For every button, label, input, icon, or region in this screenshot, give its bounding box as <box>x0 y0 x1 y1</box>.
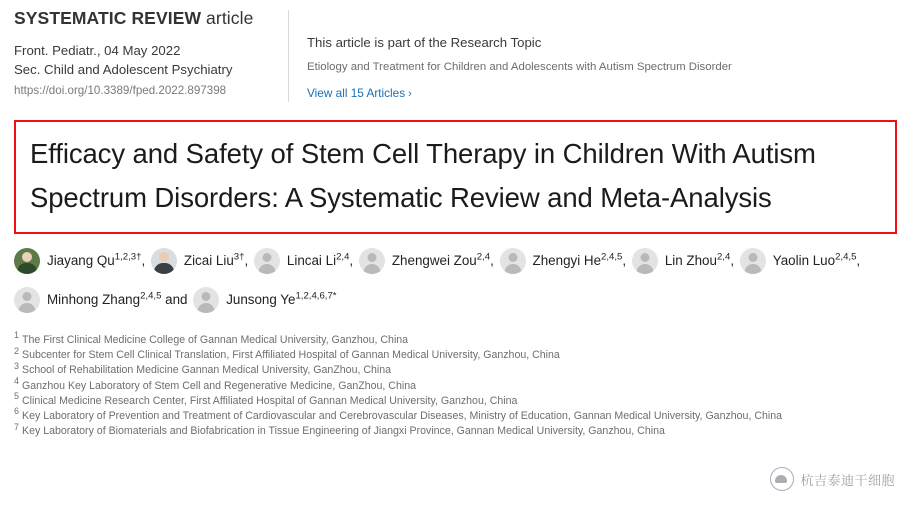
avatar <box>500 248 526 274</box>
affiliation-item <box>14 345 897 363</box>
author-entry[interactable] <box>632 246 734 276</box>
affiliation-item <box>14 376 897 394</box>
author-entry[interactable] <box>151 246 248 276</box>
author-name[interactable]: Zhengwei Zou$^{2,4}$, <box>391 251 494 268</box>
article-type <box>14 8 282 29</box>
research-topic-label: This article is part of the Research Topic <box>307 35 542 50</box>
author-affiliation-marker: 2,4 <box>716 251 731 263</box>
affiliation-text: Key Laboratory of Prevention and Treatment of Cardiovascular and Cerebrovascular Diseases, Ministry of Education, Gannan Medical University, Ganzhou, China <box>22 410 783 423</box>
author-name[interactable]: Minhong Zhang$^{2,4,5}$ and <box>47 290 188 307</box>
affiliation-number: 4 <box>14 376 20 387</box>
avatar <box>151 248 177 274</box>
author-entry[interactable] <box>193 285 336 315</box>
research-topic-block <box>307 6 897 102</box>
view-all-articles-link[interactable] <box>307 86 412 100</box>
author-entry[interactable] <box>359 246 494 276</box>
journal-date-line: Front. Pediatr., 04 May 2022 <box>14 43 181 58</box>
author-name[interactable]: Junsong $Ye^{1,2,4,6,7*}$ <box>226 290 337 307</box>
watermark-text: 杭吉泰迪干细胞 <box>800 472 895 488</box>
affiliation-number: 6 <box>14 406 20 417</box>
author-affiliation-marker: 1,2,4,6,7* <box>295 290 337 302</box>
page-title: Efficacy and Safety of Stem Cell Therapy in Children With Autism Spectrum Disorders: A Systematic Review and Meta-Analysis <box>30 138 816 213</box>
avatar <box>740 248 766 274</box>
affiliation-text: School of Rehabilitation Medicine Gannan Medical University, GanZhou, China <box>22 364 392 377</box>
article-type-label: SYSTEMATIC REVIEW <box>14 8 202 28</box>
affiliation-list <box>14 330 897 439</box>
affiliation-number: 3 <box>14 360 20 371</box>
avatar <box>14 248 40 274</box>
author-affiliation-marker: 2,4,5 <box>140 290 162 302</box>
affiliation-item <box>14 421 897 439</box>
view-all-articles-label: View all 15 Articles <box>307 86 406 100</box>
header <box>14 6 897 106</box>
header-left-column <box>14 6 282 100</box>
author-name[interactable]: Zicai Liu$^{3\dagger}$, <box>183 251 249 268</box>
author-list <box>14 246 897 324</box>
research-topic-title[interactable]: Etiology and Treatment for Children and Adolescents with Autism Spectrum Disorder <box>307 61 732 73</box>
affiliation-number: 5 <box>14 391 20 402</box>
affiliation-number: 2 <box>14 345 20 356</box>
affiliation-item <box>14 406 897 424</box>
author-entry[interactable] <box>14 246 145 276</box>
author-affiliation-marker: 3† <box>233 251 245 263</box>
author-affiliation-marker: 2,4 <box>476 251 491 263</box>
author-name[interactable]: Zhengyi He$^{2,4,5}$, <box>532 251 627 268</box>
avatar <box>14 287 40 313</box>
journal-section-line: Sec. Child and Adolescent Psychiatry <box>14 62 233 77</box>
affiliation-text: Clinical Medicine Research Center, First Affiliated Hospital of Gannan Medical University, Ganzhou, China <box>22 394 518 407</box>
author-entry[interactable] <box>254 246 353 276</box>
author-affiliation-marker: 2,4,5 <box>835 251 857 263</box>
author-affiliation-marker: 2,4 <box>336 251 350 263</box>
author-entry[interactable] <box>500 246 627 276</box>
affiliation-number: 1 <box>14 330 20 341</box>
doi-link[interactable]: https://doi.org/10.3389/fped.2022.897398 <box>14 84 227 97</box>
affiliation-item <box>14 330 897 348</box>
affiliation-number: 7 <box>14 421 20 432</box>
author-name[interactable]: Lincai Li$^{2,4}$, <box>286 251 354 268</box>
affiliation-text: The First Clinical Medicine College of Gannan Medical University, Ganzhou, China <box>22 334 409 346</box>
avatar <box>632 248 658 274</box>
paper-title-highlight-box <box>14 120 897 234</box>
author-entry[interactable] <box>740 246 860 276</box>
author-affiliation-marker: 1,2,3† <box>114 251 142 263</box>
avatar <box>193 287 219 313</box>
author-name[interactable]: Yaolin Luo$^{2,4,5}$, <box>772 251 861 268</box>
avatar <box>359 248 385 274</box>
affiliation-text: Subcenter for Stem Cell Clinical Translation, First Affiliated Hospital of Gannan Medical University, Ganzhou, China <box>22 349 560 362</box>
affiliation-item <box>14 391 897 409</box>
watermark <box>770 467 895 491</box>
avatar <box>254 248 280 274</box>
author-affiliation-marker: 2,4,5 <box>601 251 623 263</box>
author-entry[interactable] <box>14 285 187 315</box>
author-name[interactable]: Jiayang $Qu^{1,2,3\dagger}$, <box>47 251 146 268</box>
header-divider <box>288 10 289 102</box>
article-type-suffix: article <box>201 8 254 28</box>
author-name[interactable]: Lin Zhou$^{2,4}$, <box>664 251 735 268</box>
chevron-right-icon: › <box>408 88 412 100</box>
affiliation-text: Ganzhou Key Laboratory of Stem Cell and Regenerative Medicine, GanZhou, China <box>22 379 416 392</box>
affiliation-item <box>14 360 897 378</box>
watermark-logo-icon <box>770 467 794 491</box>
affiliation-text: Key Laboratory of Biomaterials and Biofabrication in Tissue Engineering of Jiangxi Province, Gannan Medical University, Ganzhou, China <box>22 425 665 438</box>
